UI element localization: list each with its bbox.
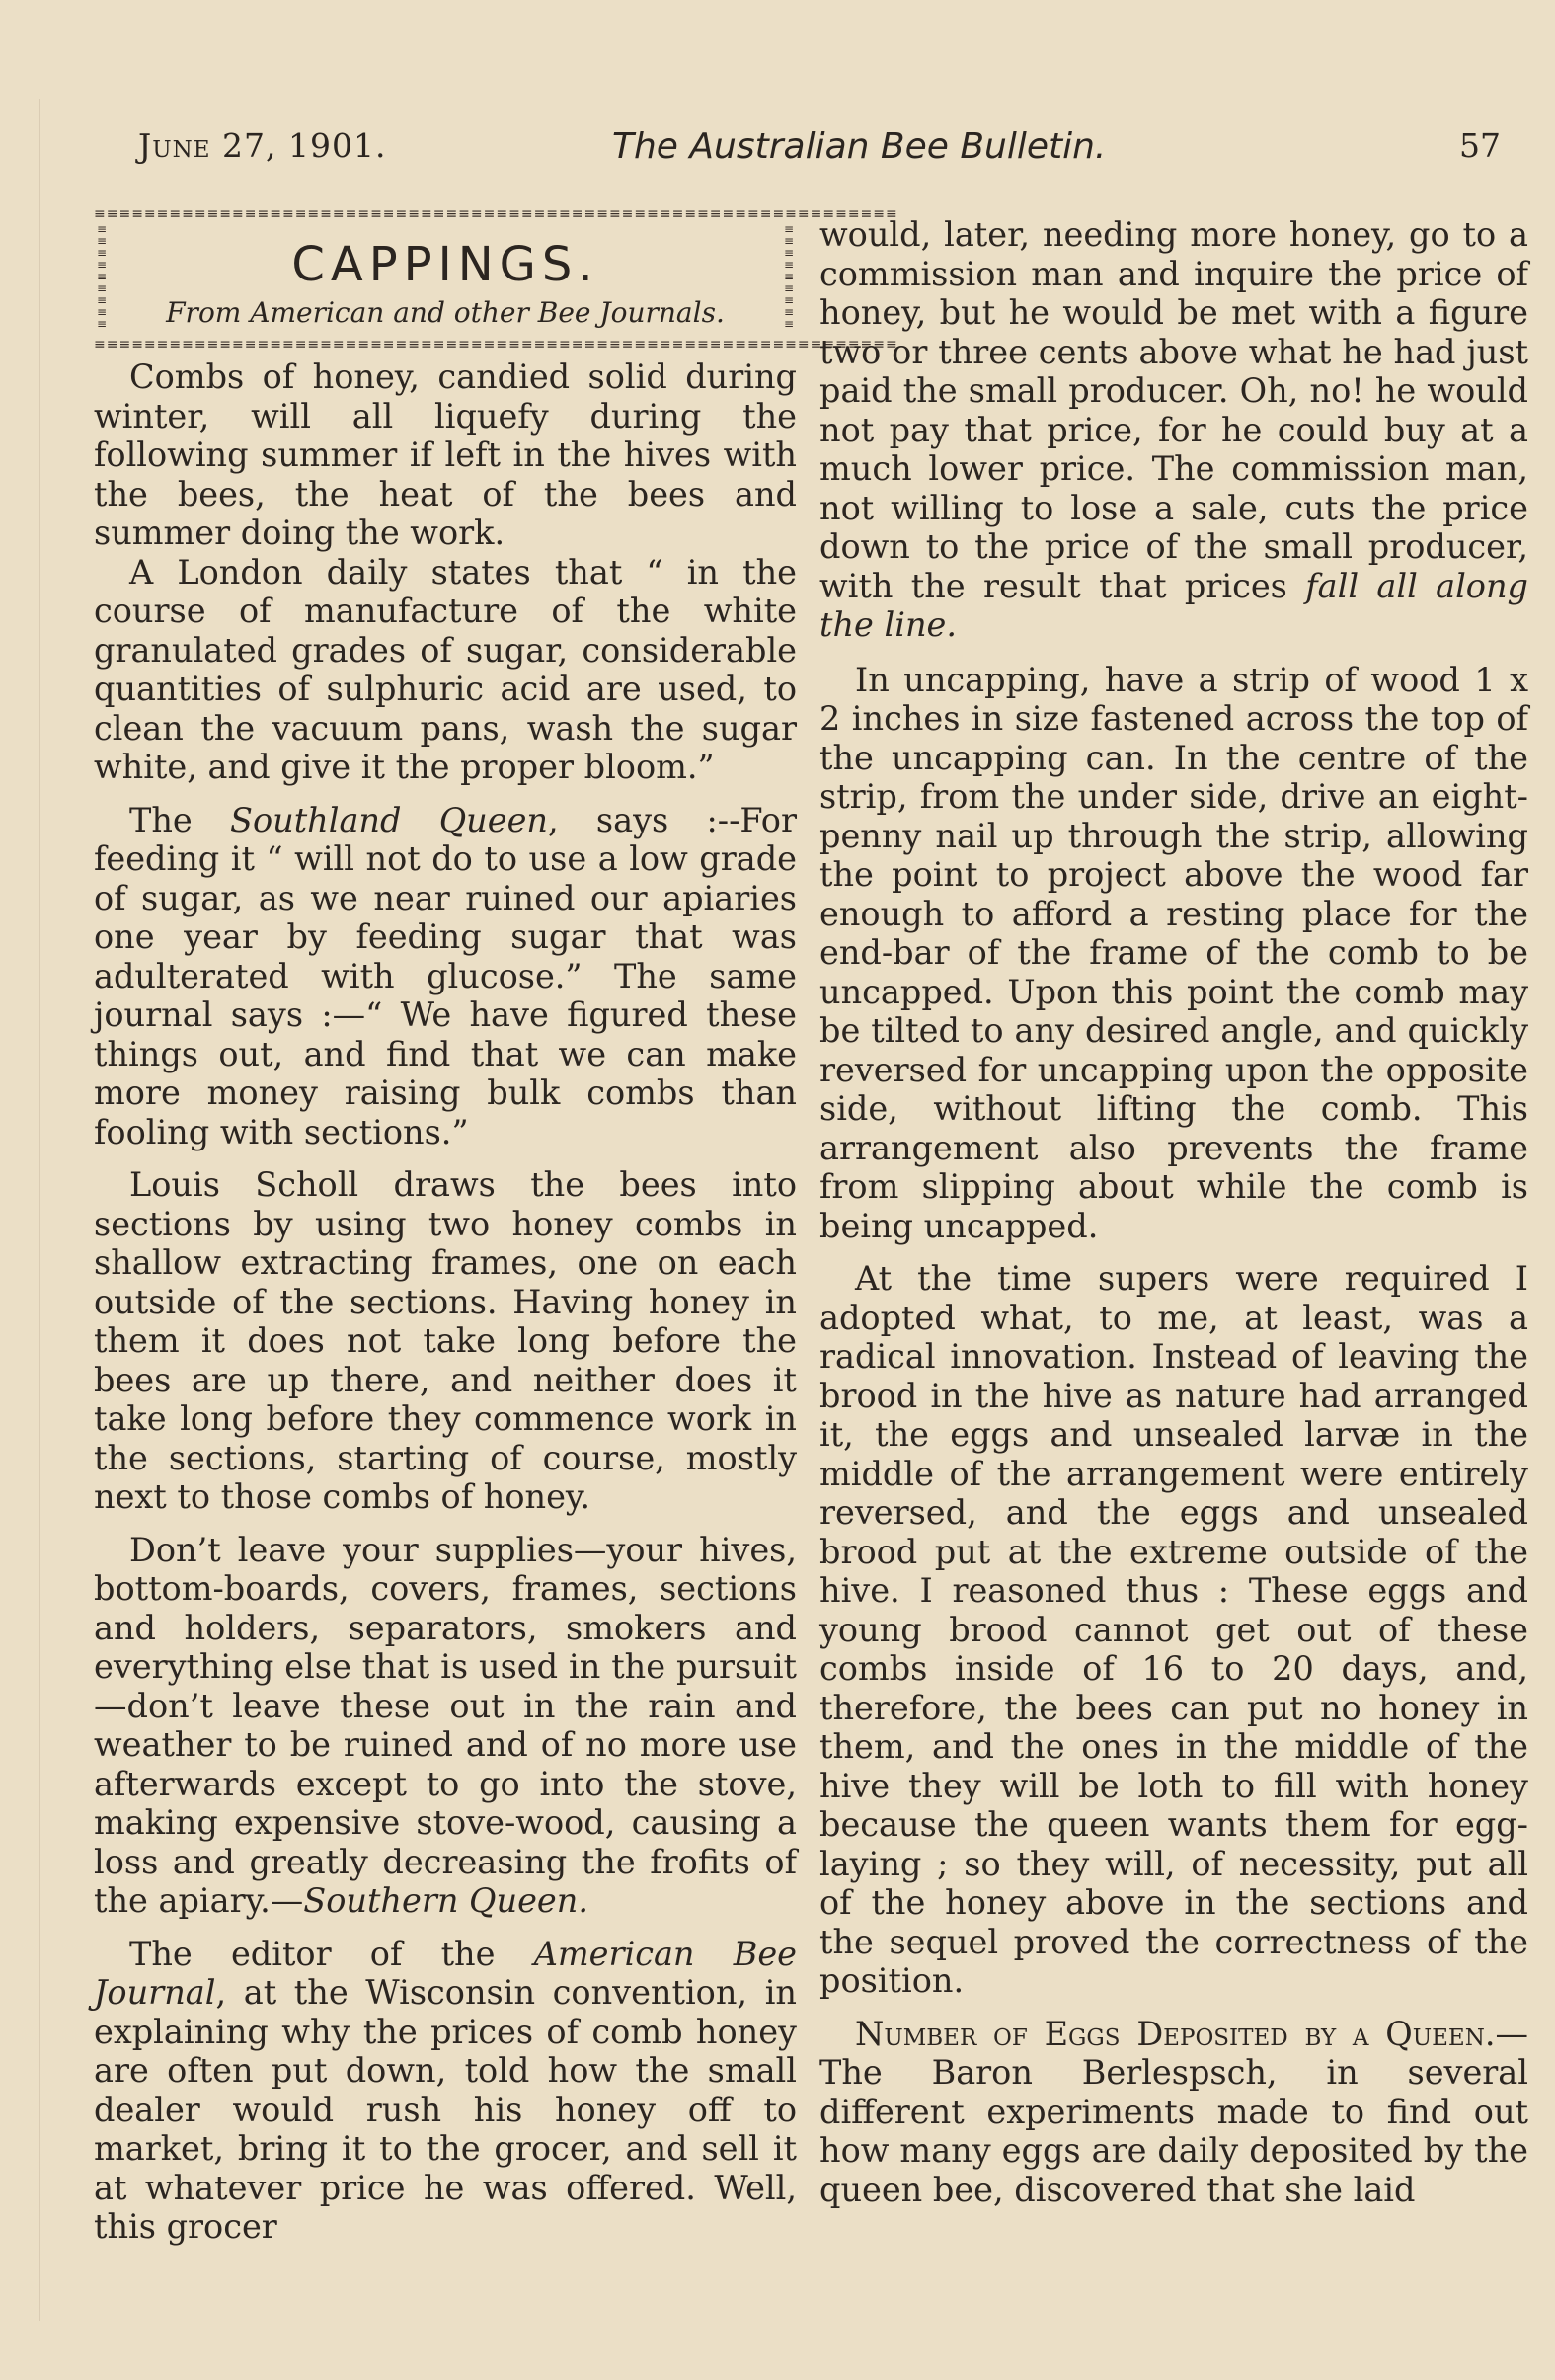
paragraph-uncapping: In uncapping, have a strip of wood 1 x 2 inches in size fastened across the top of the uncapping can. In the centre of the strip, from the under side, drive an eight-penny nail up through the strip, allowing the point to project above the wood far enough to afford a resting place for the end-bar of the frame of the comb to be uncapped. Upon this point the comb may be tilted to any desired angle, and quickly reversed for uncapping upon the opposite side, without lifting the comb. This arrangement also prevents the frame from slipping about while the comb is being uncapped.	[819, 660, 1528, 1245]
paragraph-candied-combs: Combs of honey, candied solid during winter, will all liquefy during the following summer if left in the hives with the bees, the heat of the bees and summer doing the work.	[94, 357, 797, 552]
page-number: 57	[1459, 126, 1501, 165]
page-margin	[0, 99, 40, 2321]
issue-date: June 27, 1901.	[138, 126, 387, 165]
right-column	[819, 215, 1528, 2209]
journal-title: The Australian Bee Bulletin.	[612, 126, 1107, 167]
journal-name: Southland Queen	[230, 800, 548, 839]
emphasis-text: fall all along the line.	[819, 566, 1529, 644]
left-column	[94, 205, 898, 2247]
journal-name: American Bee Journal	[94, 1934, 797, 2012]
ornamental-border-bottom: ≡≡≡≡≡≡≡≡≡≡≡≡≡≡≡≡≡≡≡≡≡≡≡≡≡≡≡≡≡≡≡≡≡≡≡≡≡≡≡≡≡≡≡≡≡≡≡≡≡≡≡≡≡≡≡≡≡≡≡≡≡≡≡≡	[94, 337, 898, 353]
section-subtitle: From American and other Bee Journals.	[166, 296, 725, 329]
section-heading-box	[94, 205, 898, 354]
paragraph-southland-queen: The Southland Queen, says :--For feeding it “ will not do to use a low grade of sugar, as we near ruined our apiaries one year by feeding sugar that was adulterated with glucose.” The same journal says :—“ We have figured these things out, and find that we can make more money raising bulk combs than fooling with sections.”	[94, 800, 797, 1151]
paragraph-louis-scholl: Louis Scholl draws the bees into sections by using two honey combs in shallow extracting frames, one on each outside of the sections. Having honey in them it does not take long before the bees are up there, and neither does it take long before they commence work in the sections, starting of course, mostly next to those combs of honey.	[94, 1165, 797, 1516]
ornamental-border-left: ≡ ≡ ≡ ≡ ≡ ≡ ≡ ≡ ≡	[96, 222, 108, 331]
paragraph-supers: At the time supers were required I adopted what, to me, at least, was a radical innovation. Instead of leaving the brood in the hive as nature had arranged it, the eggs and unsealed larvæ in the middle of the arrangement were entirely reversed, and the eggs and unsealed brood put at the extreme outside of the hive. I reasoned thus : These eggs and young brood cannot get out of these combs inside of 16 to 20 days, and, therefore, the bees can put no honey in them, and the ones in the middle of the hive they will be loth to fill with honey because the queen wants them for egg-laying ; so they will, of necessity, put all of the honey above in the sections and the sequel proved the correctness of the position.	[819, 1259, 1528, 2000]
paragraph-number-of-eggs: Number of Eggs Deposited by a Queen.—The Baron Berlespsch, in several different experiments made to find out how many eggs are daily deposited by the queen bee, discovered that she laid	[819, 2014, 1528, 2209]
section-title: CAPPINGS.	[291, 237, 599, 292]
paragraph-editor: The editor of the American Bee Journal, at the Wisconsin convention, in explaining why the prices of comb honey are often put down, told how the small dealer would rush his honey off to market, bring it to the grocer, and sell it at whatever price he was offered. Well, this grocer	[94, 1934, 797, 2246]
journal-name: Southern Queen.	[303, 1881, 588, 1920]
paragraph-supplies: Don’t leave your supplies—your hives, bottom-boards, covers, frames, sections and holders, separators, smokers and everything else that is used in the pursuit—don’t leave these out in the rain and weather to be ruined and of no more use afterwards except to go into the stove, making expensive stove-wood, causing a loss and greatly decreasing the frofits of the apiary.—Southern Queen.	[94, 1530, 797, 1920]
paragraph-london-daily: A London daily states that “ in the course of manufacture of the white granulated grades of sugar, considerable quantities of sulphuric acid are used, to clean the vacuum pans, wash the sugar white, and give it the proper bloom.”	[94, 552, 797, 786]
paragraph-commission-man: would, later, needing more honey, go to a commission man and inquire the price of honey, but he would be met with a figure two or three cents above what he had just paid the small producer. Oh, no! he would not pay that price, for he could buy at a much lower price. The commission man, not willing to lose a sale, cuts the price down to the price of the small producer, with the result that prices fall all along the line.	[819, 215, 1529, 644]
ornamental-border-right: ≡ ≡ ≡ ≡ ≡ ≡ ≡ ≡ ≡	[783, 222, 795, 331]
ornamental-border-top: ≡≡≡≡≡≡≡≡≡≡≡≡≡≡≡≡≡≡≡≡≡≡≡≡≡≡≡≡≡≡≡≡≡≡≡≡≡≡≡≡≡≡≡≡≡≡≡≡≡≡≡≡≡≡≡≡≡≡≡≡≡≡≡≡	[94, 206, 898, 222]
run-in-heading: Number of Eggs Deposited by a Queen.	[855, 2014, 1496, 2053]
page-header	[138, 126, 1501, 186]
